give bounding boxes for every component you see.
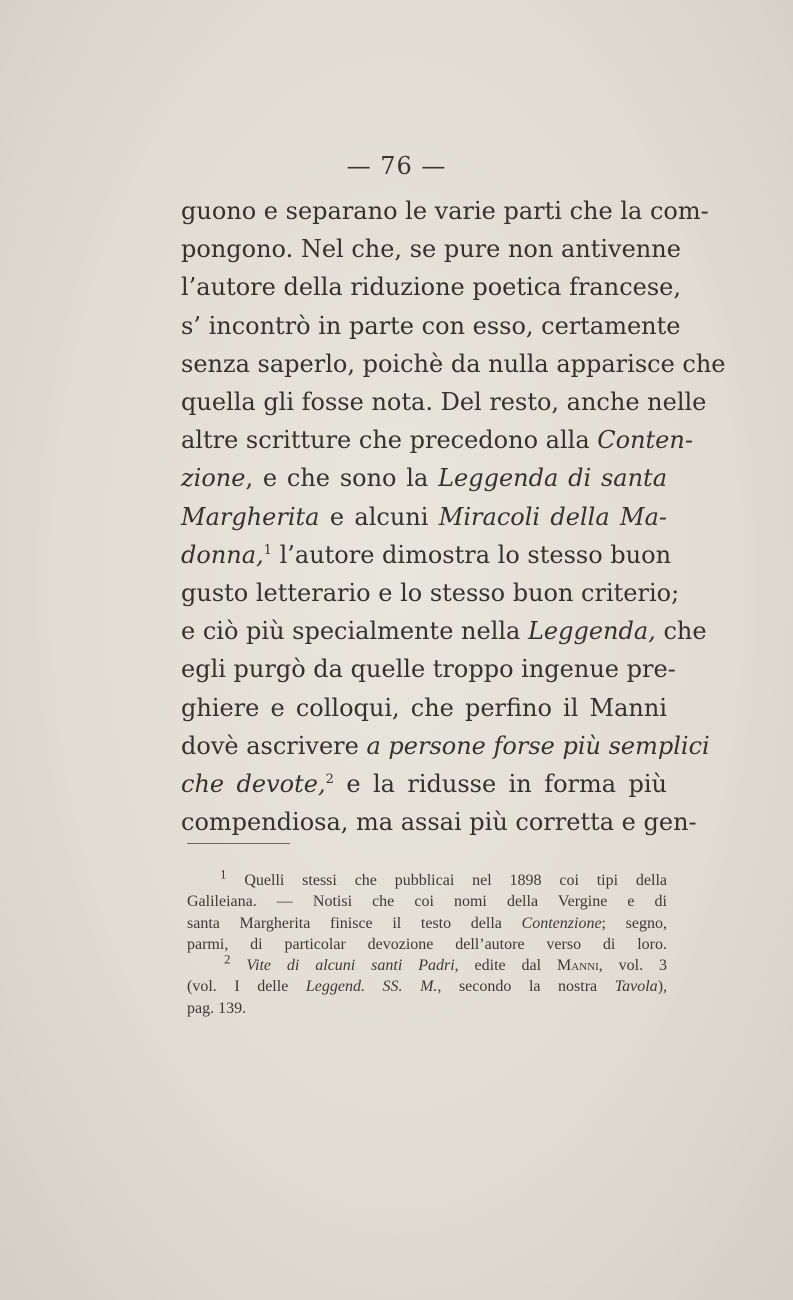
footnote-mark: 1 [220, 866, 227, 882]
footnote-line: santa Margherita finisce il testo della Contenzione; segno, [187, 914, 667, 932]
body-line: zione, e che sono la Leggenda di santa [181, 464, 668, 493]
body-text [181, 192, 726, 841]
body-line: guono e separano le varie parti che la com- [181, 197, 709, 225]
footnote-line: $^2$ Vite di alcuni santi Padri, edite dal Manni, vol. 3 [224, 951, 668, 975]
body-line: altre scritture che precedono alla Conten- [181, 426, 693, 455]
page-number: — 76 — [346, 152, 447, 180]
footnote-divider [187, 843, 290, 844]
body-line: quella gli fosse nota. Del resto, anche nelle [181, 388, 707, 417]
footnote-ref: 2 [325, 772, 334, 788]
body-line: Margherita e alcuni Miracoli della Ma- [181, 502, 668, 531]
footnotes [187, 866, 668, 1019]
footnote-mark: 2 [224, 951, 231, 967]
footnote-line: (vol. I delle Leggend. SS. M., secondo la nostra Tavola), [187, 978, 668, 996]
body-line: pongono. Nel che, se pure non antivenne [181, 235, 681, 264]
footnote-line: Galileiana. — Notisi che coi nomi della Vergine e di [187, 893, 667, 911]
body-line: egli purgò da quelle troppo ingenue pre- [181, 655, 676, 684]
body-line: dovè ascrivere a persone forse più semplici [181, 731, 710, 760]
footnote-line: parmi, di particolar devozione dell’autore verso di loro. [187, 935, 667, 953]
body-line: s’ incontrò in parte con esso, certamente [181, 311, 681, 340]
footnote-line: pag. 139. [187, 999, 247, 1017]
body-line: l’autore della riduzione poetica francese, [181, 273, 681, 302]
body-line: gusto letterario e lo stesso buon criterio; [181, 579, 680, 608]
footnote-ref: 1 [263, 542, 272, 558]
body-line: che devote,$^2$ e la ridusse in forma più [181, 770, 668, 799]
body-line: donna,$^1$ l’autore dimostra lo stesso buon [181, 540, 672, 569]
footnote-line: $^1$ Quelli stessi che pubblicai nel 1898 coi tipi della [220, 866, 667, 889]
body-line: e ciò più specialmente nella Leggenda, che [181, 617, 707, 646]
body-line: compendiosa, ma assai più corretta e gen- [181, 808, 697, 837]
body-line: ghiere e colloqui, che perfino il Manni [181, 693, 667, 722]
body-line: senza saperlo, poichè da nulla apparisce che [181, 349, 726, 378]
